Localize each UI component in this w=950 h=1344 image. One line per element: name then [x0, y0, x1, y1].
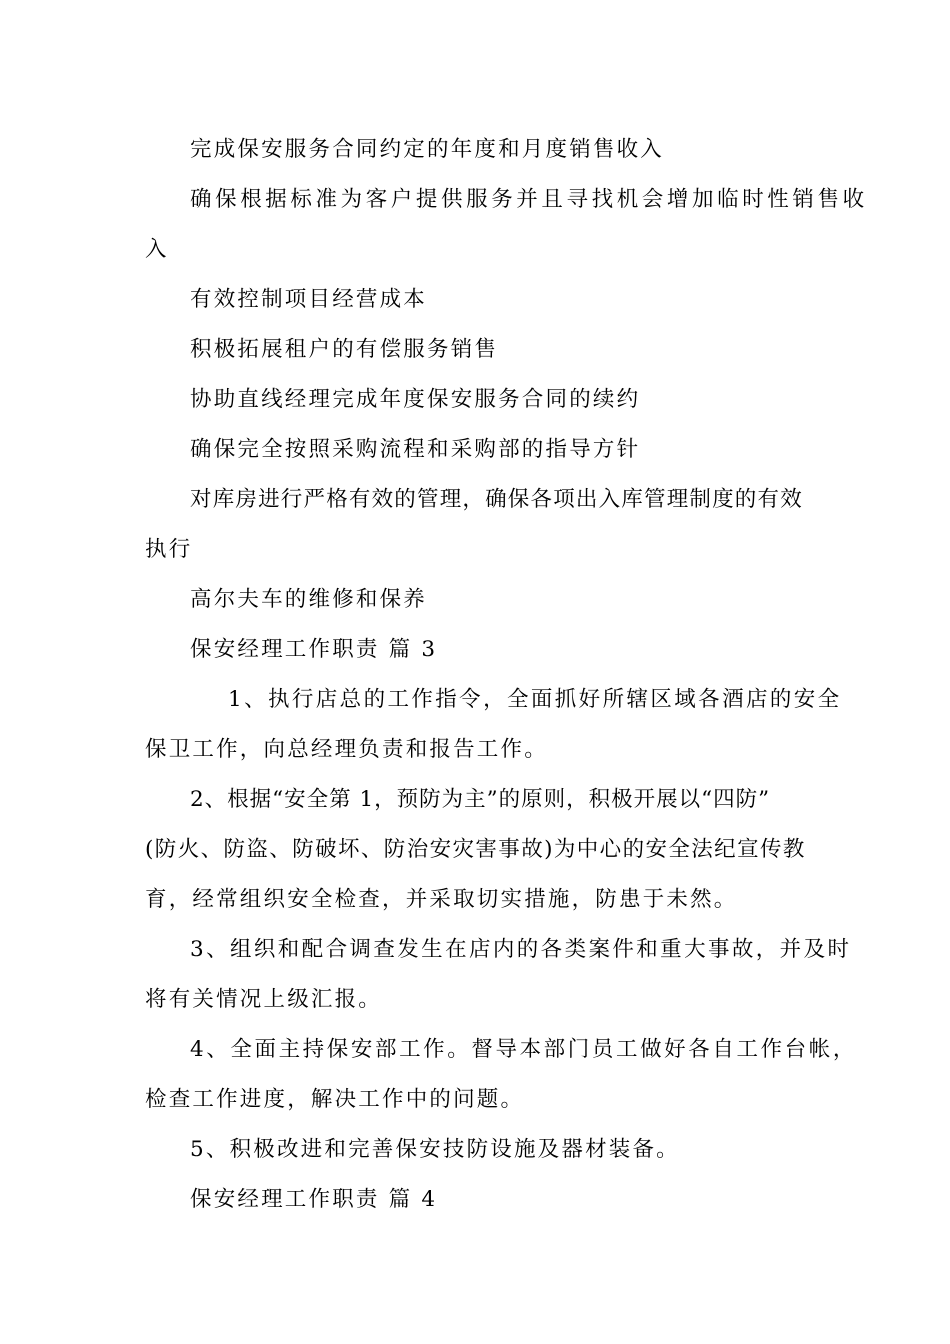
- list-item-4-continued: 检查工作进度，解决工作中的问题。: [145, 1087, 525, 1112]
- list-item-2-continued: (防火、防盗、防破坏、防治安灾害事故)为中心的安全法纪宣传教: [145, 837, 806, 862]
- paragraph-line: 对库房进行严格有效的管理，确保各项出入库管理制度的有效: [190, 487, 803, 512]
- list-item-4: 4、全面主持保安部工作。督导本部门员工做好各自工作台帐，: [190, 1037, 857, 1062]
- paragraph-line: 执行: [145, 537, 193, 562]
- list-item-1-continued: 保卫工作，向总经理负责和报告工作。: [145, 737, 548, 762]
- list-item-2: 2、根据“安全第 1，预防为主”的原则，积极开展以“四防”: [190, 787, 771, 812]
- paragraph-line: 确保根据标准为客户提供服务并且寻找机会增加临时性销售收: [190, 187, 868, 212]
- section-heading: 保安经理工作职责 篇 4: [190, 1187, 438, 1212]
- list-item-3: 3、组织和配合调查发生在店内的各类案件和重大事故，并及时: [190, 937, 852, 962]
- paragraph-line: 确保完全按照采购流程和采购部的指导方针: [190, 437, 641, 462]
- paragraph-line: 有效控制项目经营成本: [190, 287, 428, 312]
- list-item-5: 5、积极改进和完善保安技防设施及器材装备。: [190, 1137, 680, 1162]
- paragraph-line: 完成保安服务合同约定的年度和月度销售收入: [190, 137, 665, 162]
- list-item-3-continued: 将有关情况上级汇报。: [145, 987, 383, 1012]
- section-heading: 保安经理工作职责 篇 3: [190, 637, 438, 662]
- paragraph-line: 积极拓展租户的有偿服务销售: [190, 337, 499, 362]
- paragraph-line: 入: [145, 237, 169, 262]
- list-item-2-continued: 育，经常组织安全检查，并采取切实措施，防患于未然。: [145, 887, 738, 912]
- paragraph-line: 协助直线经理完成年度保安服务合同的续约: [190, 387, 641, 412]
- list-item-1: 1、执行店总的工作指令，全面抓好所辖区域各酒店的安全: [228, 687, 842, 712]
- paragraph-line: 高尔夫车的维修和保养: [190, 587, 428, 612]
